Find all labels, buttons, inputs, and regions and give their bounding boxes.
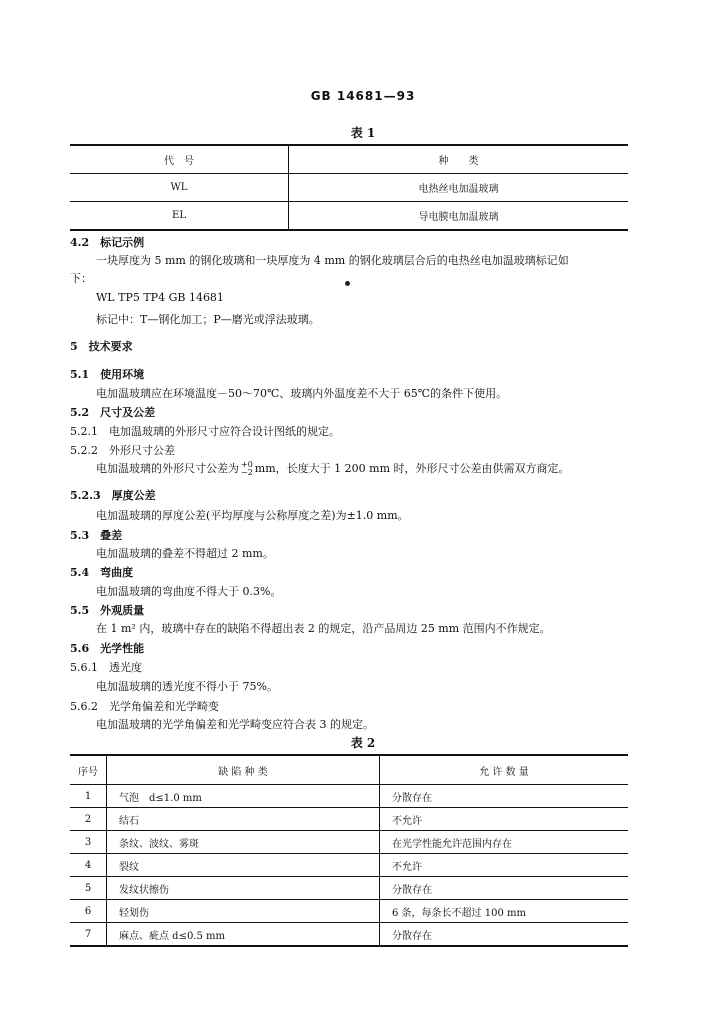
section-5-6-1-text: 电加温玻璃的透光度不得小于 75%。: [96, 680, 278, 693]
section-5-3-heading: 5.3 叠差: [70, 529, 123, 542]
tolerance-lower: −2: [241, 468, 253, 477]
table-cell: 7: [70, 923, 107, 947]
table-header-cell: 种 类: [289, 145, 629, 174]
section-5-6-2-text: 电加温玻璃的光学角偏差和光学畸变应符合表 3 的规定。: [96, 718, 374, 731]
table-row: [70, 877, 628, 900]
table-cell: EL: [70, 202, 289, 231]
section-5-6-heading: 5.6 光学性能: [70, 642, 145, 655]
table-cell: 3: [70, 831, 107, 854]
section-5-4-heading: 5.4 弯曲度: [70, 566, 134, 579]
table-header-row: [70, 145, 628, 174]
table-row: [70, 808, 628, 831]
table-cell: 轻划伤: [107, 900, 380, 923]
table1: [70, 144, 628, 231]
section-5-4-text: 电加温玻璃的弯曲度不得大于 0.3%。: [96, 585, 282, 598]
table-header-cell: 序号: [70, 755, 107, 785]
section-5-2-3-heading: 5.2.3 厚度公差: [70, 489, 156, 502]
table-row: [70, 174, 628, 202]
table-row: [70, 202, 628, 231]
section-5-5-text: 在 1 m² 内，玻璃中存在的缺陷不得超出表 2 的规定，沿产品周边 25 mm 范围内不作规定。: [96, 622, 551, 635]
table-row: [70, 785, 628, 808]
table-cell: 1: [70, 785, 107, 808]
section-5-2-2-heading: 5.2.2 外形尺寸公差: [70, 444, 175, 457]
table-row: [70, 900, 628, 923]
tolerance-text-after: mm，长度大于 1 200 mm 时，外形尺寸公差由供需双方商定。: [254, 462, 570, 475]
table-cell: 导电膜电加温玻璃: [418, 212, 499, 223]
section-4-2-heading: 4.2 标记示例: [70, 236, 145, 249]
section-5-2-heading: 5.2 尺寸及公差: [70, 406, 156, 419]
section-5-2-1-text: 5.2.1 电加温玻璃的外形尺寸应符合设计图纸的规定。: [70, 425, 340, 438]
section-4-2-paragraph: 一块厚度为 5 mm 的钢化玻璃和一块厚度为 4 mm 的钢化玻璃层合后的电热丝电加温玻璃标记如: [96, 254, 569, 267]
table-header-cell: 缺 陷 种 类: [107, 755, 380, 785]
table-cell: 在光学性能允许范围内存在: [380, 831, 629, 854]
table-cell: 6: [70, 900, 107, 923]
table-cell: 不允许: [380, 854, 629, 877]
section-5-2-2-text: [96, 460, 570, 477]
table-cell: 不允许: [380, 808, 629, 831]
table-row: [70, 831, 628, 854]
table-cell: 4: [70, 854, 107, 877]
tolerance-fraction: [241, 461, 253, 477]
table-cell: 2: [70, 808, 107, 831]
table-cell: 分散存在: [380, 877, 629, 900]
section-5-1-heading: 5.1 使用环境: [70, 368, 145, 381]
section-5-5-heading: 5.5 外观质量: [70, 604, 145, 617]
table-cell: 分散存在: [392, 930, 432, 942]
section-5-1-text: 电加温玻璃应在环境温度－50～70℃、玻璃内外温度差不大于 65℃的条件下使用。: [96, 387, 508, 400]
section-5-heading: 5 技术要求: [70, 340, 133, 353]
table2-caption: 表 2: [350, 736, 376, 750]
table-cell: 6 条，每条长不超过 100 mm: [380, 900, 629, 923]
section-5-6-1-heading: 5.6.1 透光度: [70, 661, 142, 674]
section-5-6-2-heading: 5.6.2 光学角偏差和光学畸变: [70, 700, 219, 713]
section-5-3-text: 电加温玻璃的叠差不得超过 2 mm。: [96, 547, 274, 560]
table-header-row: [70, 755, 628, 785]
section-4-2-paragraph-continued: 下：: [70, 272, 92, 285]
table-cell: WL: [70, 174, 289, 202]
table-cell: 电热丝电加温玻璃: [289, 174, 629, 202]
standard-header: GB 14681—93: [310, 89, 416, 103]
table-header-cell: 代 号: [70, 145, 289, 174]
section-5-2-3-text: 电加温玻璃的厚度公差(平均厚度与公称厚度之差)为±1.0 mm。: [96, 509, 409, 522]
table-cell: 气泡 d≤1.0 mm: [107, 785, 380, 808]
tolerance-text-before: 电加温玻璃的外形尺寸公差为: [96, 462, 239, 475]
table-cell: 分散存在: [380, 785, 629, 808]
table-row: [70, 854, 628, 877]
table-cell: 条纹、波纹、雾斑: [107, 831, 380, 854]
table-cell: 5: [70, 877, 107, 900]
table-cell: 裂纹: [107, 854, 380, 877]
marking-example: WL TP5 TP4 GB 14681: [96, 291, 224, 304]
tolerance-upper: +0: [241, 460, 253, 469]
ink-dot-mark: [345, 281, 350, 286]
table-header-cell: 允 许 数 量: [380, 755, 629, 785]
table2: [70, 754, 628, 947]
table-cell: 结石: [107, 808, 380, 831]
table1-caption: 表 1: [350, 126, 376, 140]
table-row: [70, 923, 628, 947]
table-cell: 麻点、疵点 d≤0.5 mm: [107, 923, 380, 947]
marking-note: 标记中：T—钢化加工；P—磨光或浮法玻璃。: [96, 313, 320, 326]
table-cell: 发纹状擦伤: [107, 877, 380, 900]
